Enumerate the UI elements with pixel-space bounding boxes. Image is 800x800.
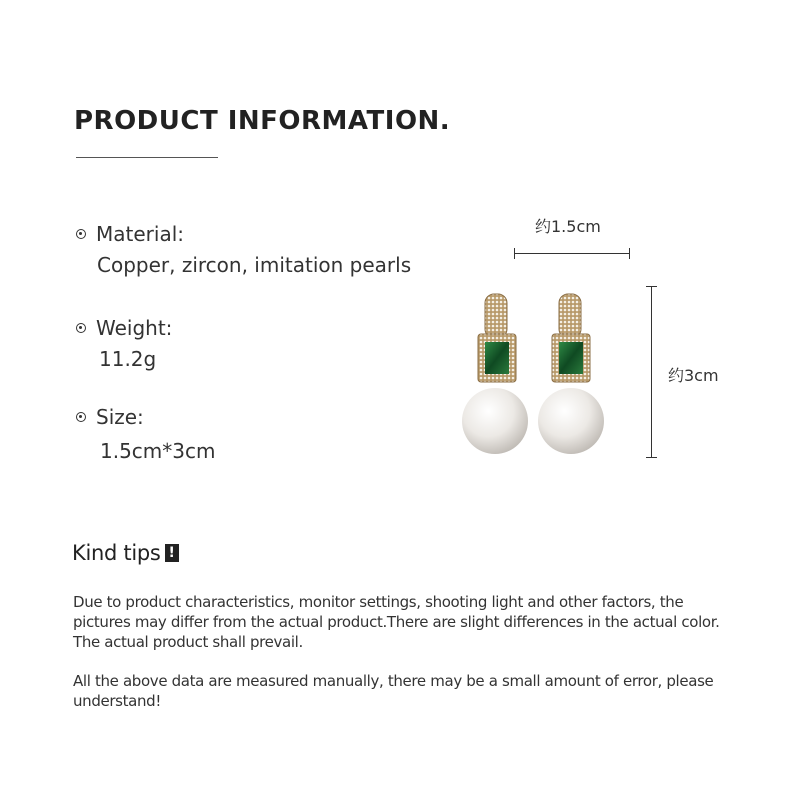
tips-paragraph-2: All the above data are measured manually, there may be a small amount of error, please understand! xyxy=(73,672,714,710)
width-dimension-line xyxy=(514,253,630,254)
height-dimension-tick-top xyxy=(646,286,657,287)
height-dimension-line xyxy=(651,286,652,457)
bullet-icon xyxy=(76,229,86,239)
earrings-image xyxy=(455,288,615,458)
height-dimension-tick-bottom xyxy=(646,457,657,458)
spec-value: 1.5cm*3cm xyxy=(100,439,216,463)
bullet-icon xyxy=(76,412,86,422)
width-dimension-label: 约1.5cm xyxy=(535,217,601,236)
spec-weight xyxy=(76,316,172,371)
spec-size xyxy=(76,405,216,463)
kind-tips-label: Kind tips xyxy=(72,541,161,565)
spec-label: Size: xyxy=(96,405,144,429)
spec-label: Weight: xyxy=(96,316,173,340)
page-title: PRODUCT INFORMATION. xyxy=(74,106,451,136)
exclamation-icon: ! xyxy=(165,544,179,562)
kind-tips-heading xyxy=(72,541,179,565)
tips-paragraph-1: Due to product characteristics, monitor settings, shooting light and other factors, the pictures may differ from the actual product.There are slight differences in the actual color. The actual product shall prevail. xyxy=(73,593,720,651)
right-earring xyxy=(538,294,604,454)
spec-value: 11.2g xyxy=(99,347,157,371)
spec-value: Copper, zircon, imitation pearls xyxy=(97,253,412,277)
title-underline xyxy=(76,157,218,158)
width-dimension-tick-right xyxy=(629,248,630,259)
bullet-icon xyxy=(76,323,86,333)
width-dimension-tick-left xyxy=(514,248,515,259)
height-dimension-label: 约3cm xyxy=(668,366,719,385)
spec-label: Material: xyxy=(96,222,184,246)
spec-material xyxy=(76,222,411,277)
left-earring xyxy=(462,294,528,454)
